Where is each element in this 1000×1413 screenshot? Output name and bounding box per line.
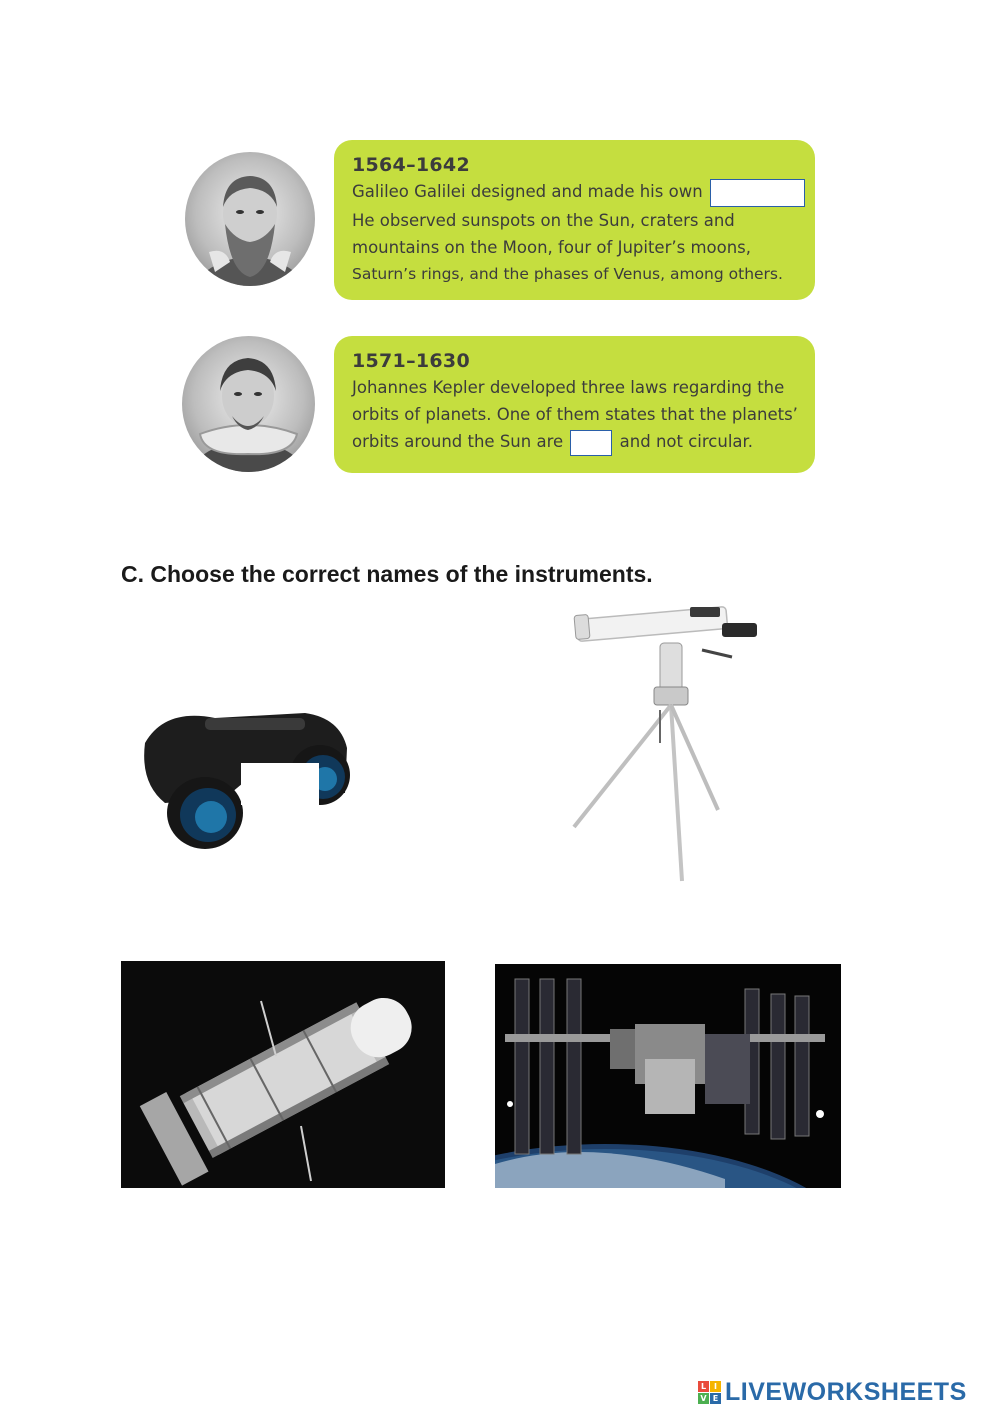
galileo-line-3: mountains on the Moon, four of Jupiter’s moons, [352,237,752,257]
kepler-info-card [334,336,815,473]
kepler-line-3-before: orbits around the Sun are [352,432,564,451]
logo-letter-i: I [710,1381,721,1392]
kepler-line-1: Johannes Kepler developed three laws regarding the [352,378,785,397]
liveworksheets-logo [698,1378,967,1407]
galileo-answer-blank[interactable] [710,179,805,207]
galileo-line-1-text: Galileo Galilei designed and made his own [352,182,703,201]
kepler-line-2: orbits of planets. One of them states that the planets’ [352,405,798,424]
binoculars-answer-box[interactable] [241,763,319,805]
galileo-info-card [334,140,815,300]
logo-text: LIVEWORKSHEETS [725,1378,967,1406]
telescope-image [572,605,767,885]
galileo-line-2: He observed sunspots on the Sun, craters and [352,210,735,230]
space-station-image [495,964,841,1188]
kepler-portrait [182,336,315,472]
logo-mark-icon [698,1381,721,1404]
galileo-years: 1564–1642 [352,154,470,176]
galileo-line-1 [352,178,797,207]
galileo-line-4: Saturn’s rings, and the phases of Venus, among others. [352,264,783,283]
kepler-line-3 [352,428,797,456]
logo-letter-v: V [698,1393,709,1404]
hubble-telescope-image [121,961,445,1188]
logo-letter-e: E [710,1393,721,1404]
logo-letter-l: L [698,1381,709,1392]
kepler-years: 1571–1630 [352,350,470,372]
galileo-portrait [185,152,315,286]
kepler-line-3-after: and not circular. [619,432,754,451]
section-c-heading: C. Choose the correct names of the instruments. [121,561,653,587]
kepler-answer-blank[interactable] [570,430,612,456]
